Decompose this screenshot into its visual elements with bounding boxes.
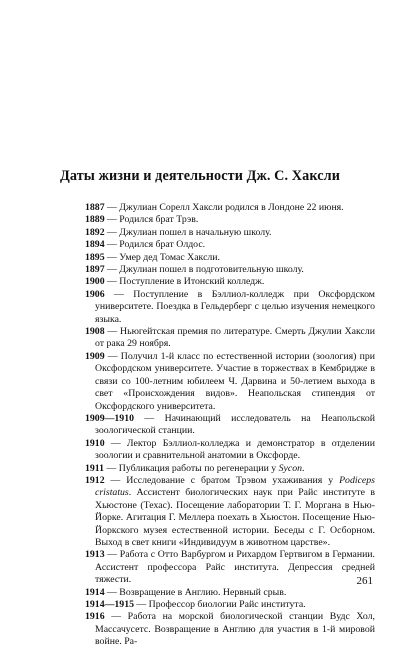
chronology-entry-1889 bbox=[85, 214, 375, 226]
entry-year: 1912 bbox=[85, 474, 105, 486]
chronology-entry-1895 bbox=[85, 252, 375, 264]
entry-year: 1913 bbox=[85, 549, 105, 561]
entry-text: — Начинающий исследователь на Неапольской зоологической станции. bbox=[95, 412, 375, 437]
entry-year: 1900 bbox=[85, 276, 105, 288]
entry-text: — Публикация работы по регенерации у bbox=[104, 462, 279, 474]
entry-year: 1909 bbox=[85, 350, 105, 362]
entry-year: 1908 bbox=[85, 326, 105, 338]
entry-text: — Получил 1-й класс по естественной истории (зоология) при Оксфордском университете. Участие в торжествах в Кембридже в связи со 100-летним юбилеем Ч. Дарвина и 50-летием выхода в свет «Происхождения видов». Неапольская стипендия от Оксфордского университета. bbox=[95, 350, 375, 412]
chronology-entry-1908 bbox=[85, 326, 375, 351]
entry-text: — Джулиан пошел в подготовительную школу. bbox=[104, 264, 304, 276]
species-name: Podiceps cristatus bbox=[95, 474, 375, 499]
chronology-entry-1912 bbox=[85, 475, 375, 549]
chronology-entry-1916 bbox=[85, 611, 375, 648]
entry-year: 1914 bbox=[85, 586, 105, 598]
entry-year: 1887 bbox=[85, 202, 105, 213]
entry-year: 1894 bbox=[85, 239, 105, 251]
entry-year: 1910 bbox=[85, 437, 105, 449]
entry-text-tail: . bbox=[302, 462, 305, 474]
chronology-entry-1914 bbox=[85, 587, 375, 599]
entry-year: 1916 bbox=[85, 611, 105, 623]
chronology-entry-1914-1915 bbox=[85, 599, 375, 611]
entry-year: 1906 bbox=[85, 288, 105, 300]
entry-text: — Умер дед Томас Хаксли. bbox=[104, 251, 221, 263]
chronology-entry-1910 bbox=[85, 438, 375, 463]
chronology-entry-1911 bbox=[85, 463, 375, 475]
chronology-entry-1913 bbox=[85, 549, 375, 586]
entry-text-tail: . Ассистент биологических наук при Райс институте в Хьюстоне (Техас). Посещение лаборатории Т. Г. Моргана в Нью-Йорке. Агитация Г. Меллера поехать в Хьюстон. Посещение Нью-Йоркского музея естественной истории. Беседы с Г. Осборном. Выход в свет книги «Индивидуум в животном царстве». bbox=[95, 487, 375, 548]
entry-year: 1897 bbox=[85, 264, 105, 276]
entry-year: 1892 bbox=[85, 226, 105, 238]
entry-year: 1914—1915 bbox=[85, 599, 134, 610]
entry-text: — Работа с Отто Варбургом и Рихардом Гертвигом в Германии. Ассистент профессора Райс института. Депрессия средней тяжести. bbox=[95, 549, 375, 586]
entry-text: — Работа на морской биологической станции Вудс Хол, Массачусетс. Возвращение в Англию для участия в 1-й мировой войне. Ра- bbox=[95, 611, 375, 648]
entry-text: — Поступление в Итонский колледж. bbox=[104, 276, 265, 288]
entry-year: 1909—1910 bbox=[85, 412, 134, 424]
chronology-entry-1909 bbox=[85, 351, 375, 413]
chronology-entry-1909-1910 bbox=[85, 413, 375, 438]
chronology-entry-1887 bbox=[85, 202, 375, 214]
entry-year: 1889 bbox=[85, 214, 105, 226]
entry-text: — Лектор Бэллиол-колледжа и демонстратор в отделении зоологии и сравнительной анатомии в Оксфорде. bbox=[95, 437, 375, 462]
entry-year: 1911 bbox=[85, 462, 105, 474]
chronology-entry-1894 bbox=[85, 239, 375, 251]
chronology-entry-1900 bbox=[85, 276, 375, 288]
entry-text: — Джулиан пошел в начальную школу. bbox=[104, 226, 272, 238]
entry-text: — Исследование с братом Трэвом ухаживания у bbox=[104, 474, 340, 486]
entry-text: — Ньюгейтская премия по литературе. Смерть Джулии Хаксли от рака 29 ноября. bbox=[95, 326, 375, 350]
entry-text: — Возвращение в Англию. Нервный срыв. bbox=[104, 586, 287, 598]
chronology-entry-1892 bbox=[85, 227, 375, 239]
page-title: Даты жизни и деятельности Дж. С. Хаксли bbox=[60, 168, 340, 184]
chronology-list bbox=[85, 202, 375, 649]
entry-text: — Профессор биологии Райс института. bbox=[133, 599, 306, 610]
entry-text: — Поступление в Бэллиол-колледж при Оксфордском университете. Поездка в Гельдерберг с целью изучения немецкого языка. bbox=[95, 288, 375, 325]
entry-text: — Родился брат Трэв. bbox=[104, 214, 199, 226]
entry-text: — Джулиан Сорелл Хаксли родился в Лондоне 22 июня. bbox=[104, 202, 344, 213]
chronology-entry-1897 bbox=[85, 264, 375, 276]
chronology-entry-1906 bbox=[85, 289, 375, 326]
species-name: Sycon bbox=[278, 462, 303, 474]
entry-year: 1895 bbox=[85, 251, 105, 263]
page-number: 261 bbox=[356, 575, 373, 587]
entry-text: — Родился брат Олдос. bbox=[104, 239, 206, 251]
